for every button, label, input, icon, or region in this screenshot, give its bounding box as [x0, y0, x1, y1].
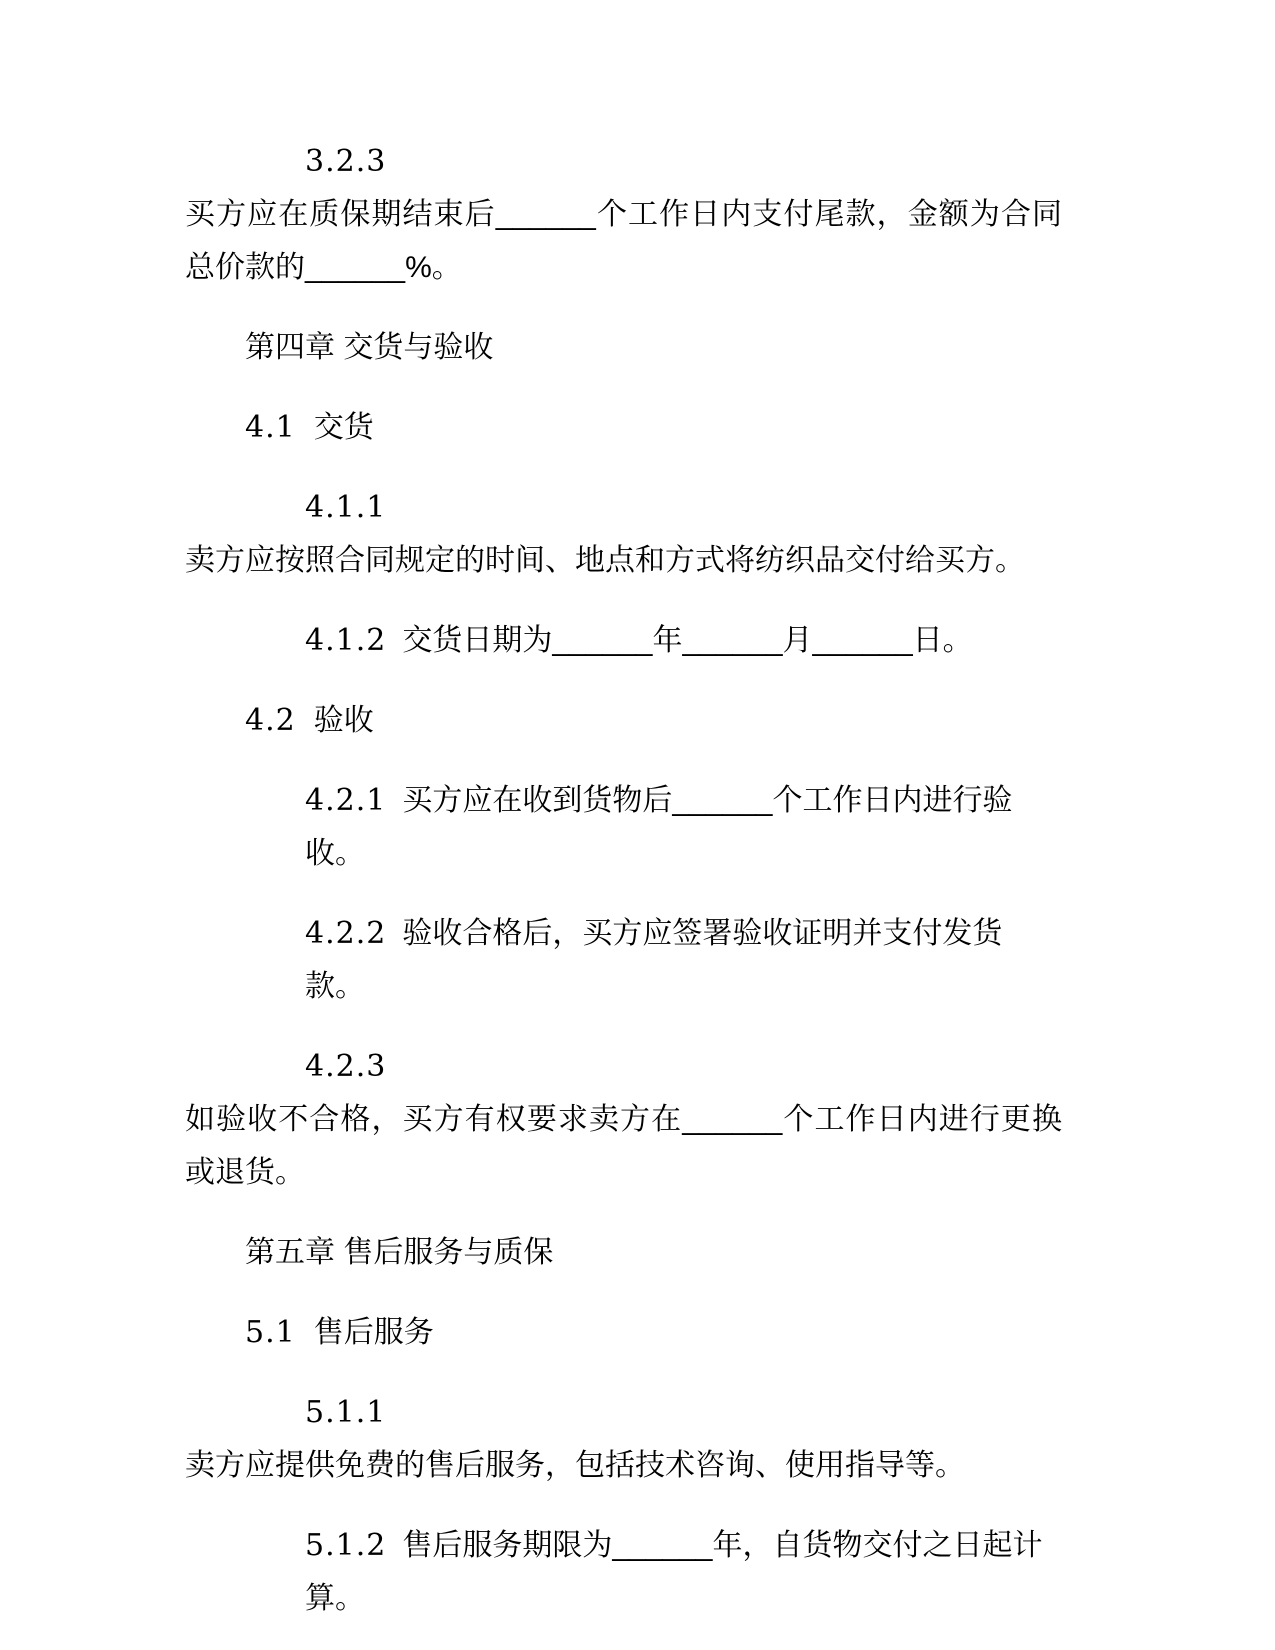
clause-number: 5.1.2 [305, 1528, 387, 1563]
clause-number: 4.2.3 [305, 1049, 387, 1084]
clause-text: 售后服务期限为______年，自货物交付之日起计算。 [305, 1529, 1043, 1615]
section-number: 4.2 [245, 703, 296, 738]
clause-number-line [185, 135, 1062, 188]
section-title: 售后服务 [313, 1316, 434, 1349]
numbered-line [185, 1519, 1062, 1625]
clause-text: 交货日期为______年______月______日。 [402, 624, 973, 657]
numbered-paragraph [185, 481, 1062, 587]
numbered-paragraph [185, 1040, 1062, 1199]
clause-number: 5.1.1 [305, 1395, 387, 1430]
section-title: 交货 [313, 411, 374, 444]
section-number: 4.1 [245, 410, 296, 445]
chapter-title: 第五章 售后服务与质保 [245, 1236, 554, 1269]
clause-text: 如验收不合格，买方有权要求卖方在______个工作日内进行更换或退货。 [185, 1103, 1062, 1189]
chapter-heading [185, 1226, 1062, 1279]
clause-number-line [185, 1386, 1062, 1439]
clause-number: 4.1.2 [305, 623, 387, 658]
section-heading [185, 401, 1062, 454]
numbered-paragraph [185, 1386, 1062, 1492]
clause-text: 卖方应提供免费的售后服务，包括技术咨询、使用指导等。 [185, 1449, 965, 1482]
clause-text: 验收合格后，买方应签署验收证明并支付发货款。 [305, 917, 1003, 1003]
numbered-line [185, 614, 1062, 667]
numbered-line [185, 907, 1062, 1013]
clause-number-line [185, 481, 1062, 534]
section-heading [185, 694, 1062, 747]
clause-text: 买方应在质保期结束后______个工作日内支付尾款，金额为合同总价款的______%。 [185, 198, 1062, 284]
section-number: 5.1 [245, 1315, 296, 1350]
numbered-paragraph [185, 135, 1062, 294]
clause-text: 卖方应按照合同规定的时间、地点和方式将纺织品交付给买方。 [185, 544, 1025, 577]
section-title: 验收 [313, 704, 374, 737]
section-heading [185, 1306, 1062, 1359]
chapter-title: 第四章 交货与验收 [245, 331, 494, 364]
clause-number: 4.2.2 [305, 916, 387, 951]
clause-number: 4.1.1 [305, 490, 387, 525]
document-content [185, 135, 1062, 1625]
clause-number-line [185, 1040, 1062, 1093]
numbered-line [185, 774, 1062, 880]
clause-number: 3.2.3 [305, 144, 387, 179]
chapter-heading [185, 321, 1062, 374]
clause-text: 买方应在收到货物后______个工作日内进行验收。 [305, 784, 1013, 870]
clause-number: 4.2.1 [305, 783, 387, 818]
